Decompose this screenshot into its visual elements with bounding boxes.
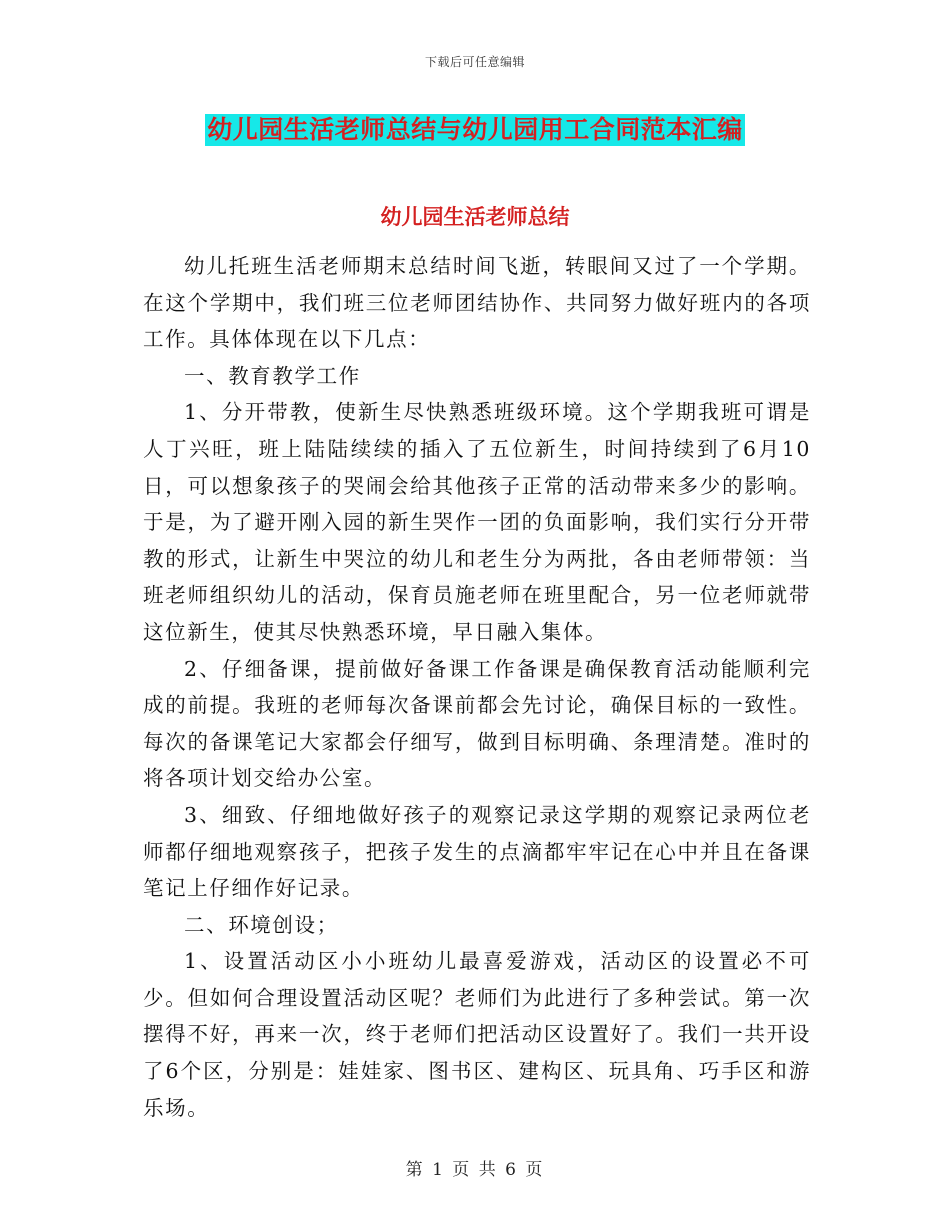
paragraph-observation-records: 3、细致、仔细地做好孩子的观察记录这学期的观察记录两位老师都仔细地观察孩子，把孩子发生的点滴都牢牢记在心中并且在备课笔记上仔细作好记录。: [143, 802, 811, 901]
document-body: [143, 248, 811, 1126]
main-title-container: [0, 114, 950, 146]
section-title: 幼儿园生活老师总结: [380, 205, 570, 229]
paragraph-activity-areas: 1、设置活动区小小班幼儿最喜爱游戏，活动区的设置必不可少。但如何合理设置活动区呢？老师们为此进行了多种尝试。第一次摆得不好，再来一次，终于老师们把活动区设置好了。我们一共开设了6个区，分别是：娃娃家、图书区、建构区、玩具角、巧手区和游乐场。: [143, 949, 811, 1120]
heading-environment: 二、环境创设；: [184, 912, 339, 937]
page-number: 第 1 页 共 6 页: [405, 1160, 545, 1180]
document-title: 幼儿园生活老师总结与幼儿园用工合同范本汇编: [207, 115, 743, 144]
header-note: 下载后可任意编辑: [424, 55, 525, 69]
paragraph-intro: 幼儿托班生活老师期末总结时间飞逝，转眼间又过了一个学期。在这个学期中，我们班三位老师团结协作、共同努力做好班内的各项工作。具体体现在以下几点：: [143, 254, 811, 352]
paragraph-lesson-preparation: 2、仔细备课，提前做好备课工作备课是确保教育活动能顺利完成的前提。我班的老师每次备课前都会先讨论，确保目标的一致性。每次的备课笔记大家都会仔细写，做到目标明确、条理清楚。准时的将各项计划交给办公室。: [143, 656, 811, 791]
heading-teaching-work: 一、教育教学工作: [184, 363, 361, 388]
paragraph-separate-teaching: 1、分开带教，使新生尽快熟悉班级环境。这个学期我班可谓是人丁兴旺，班上陆陆续续的插入了五位新生，时间持续到了6月10日，可以想象孩子的哭闹会给其他孩子正常的活动带来多少的影响。于是，为了避开刚入园的新生哭作一团的负面影响，我们实行分开带教的形式，让新生中哭泣的幼儿和老生分为两批，各由老师带领：当班老师组织幼儿的活动，保育员施老师在班里配合，另一位老师就带这位新生，使其尽快熟悉环境，早日融入集体。: [143, 400, 811, 644]
